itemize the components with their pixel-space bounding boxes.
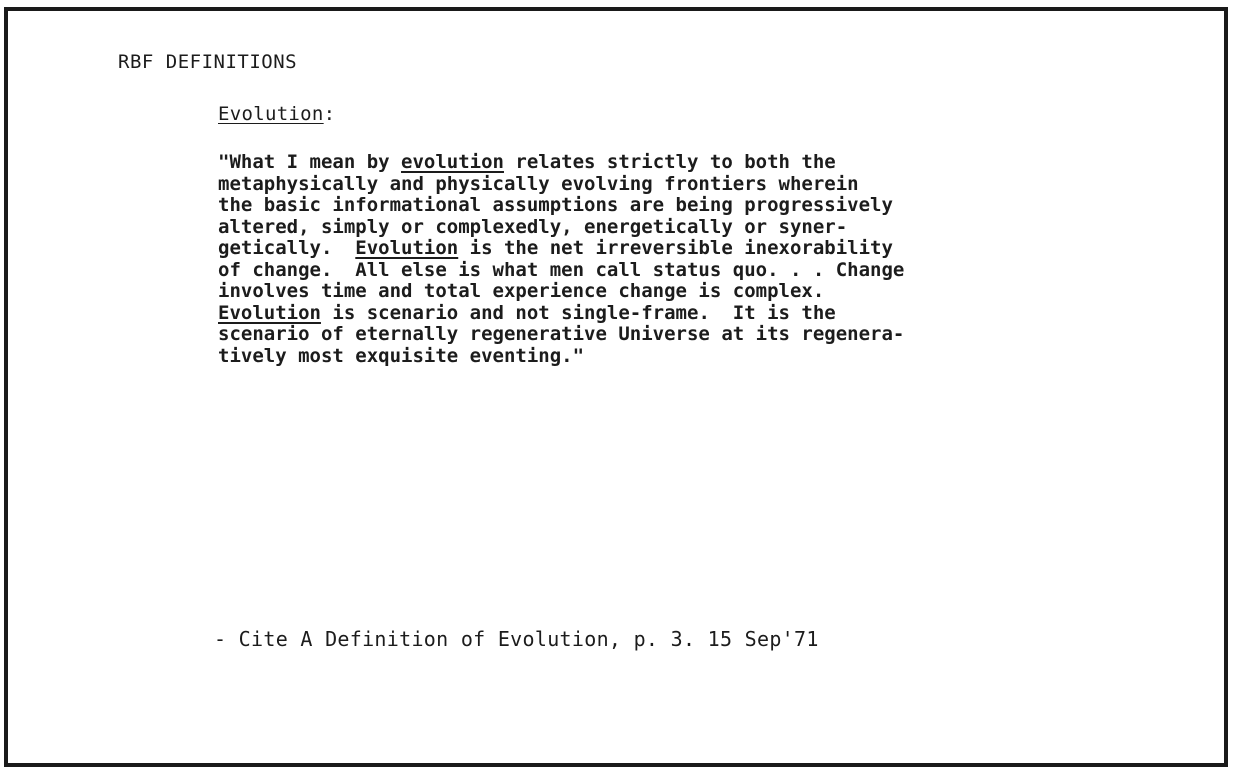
term-colon: : [323, 103, 336, 125]
term-heading [218, 103, 335, 125]
quote-line: scenario of eternally regenerative Universe at its regenera- [218, 323, 905, 345]
quote-line: "What I mean by evolution relates strictly to both the [218, 151, 836, 173]
quote-line: involves time and total experience change is complex. [218, 280, 825, 302]
quote-line: getically. Evolution is the net irreversible inexorability [218, 237, 893, 259]
quote-line: altered, simply or complexedly, energetically or syner- [218, 215, 848, 238]
definition-quote [218, 152, 1098, 367]
definition-card [4, 7, 1228, 767]
quote-line: metaphysically and physically evolving frontiers wherein [218, 172, 859, 195]
quote-line: the basic informational assumptions are being progressively [218, 194, 893, 216]
quote-line: Evolution is scenario and not single-frame. It is the [218, 301, 836, 324]
page-header: RBF DEFINITIONS [118, 51, 298, 73]
term-word: Evolution [218, 103, 324, 125]
quote-line: tively most exquisite eventing." [218, 344, 585, 367]
citation: - Cite A Definition of Evolution, p. 3. 15 Sep'71 [214, 627, 819, 651]
quote-line: of change. All else is what men call status quo. . . Change [218, 258, 905, 281]
